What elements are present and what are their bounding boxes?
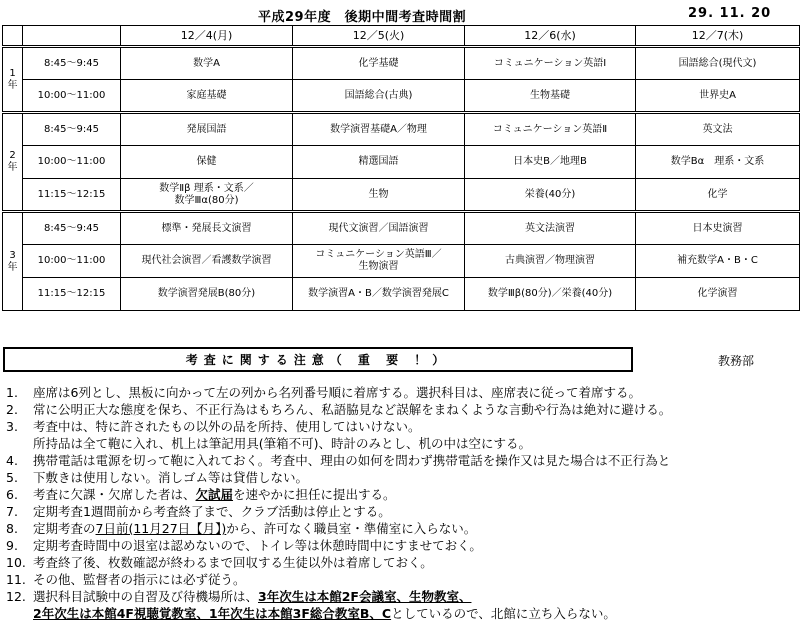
exam-cell: 英文法演習 [465,212,636,245]
rule-text: 定期考査の [33,521,96,536]
exam-cell [293,245,465,278]
rule-item [6,401,803,418]
rule-number: 6. [6,487,18,502]
exam-cell: 国語総合(現代文) [636,47,800,80]
exam-cell: 英文法 [636,113,800,146]
exam-cell: 日本史演習 [636,212,800,245]
rule-item [6,384,803,401]
rule-number: 1. [6,385,18,400]
exam-cell: 発展国語 [121,113,293,146]
schedule-row [3,245,800,278]
rule-item [6,554,803,571]
period-time: 10:00～11:00 [23,80,121,113]
rule-item [6,537,803,554]
rule-text: その他、監督者の指示には必ず従う。 [33,572,246,587]
rule-text: 常に公明正大な態度を保ち、不正行為はもちろん、私語脇見など誤解をまねくような言動や行為は絶対に避ける。 [33,402,672,417]
page-title: 平成29年度 後期中間考査時間割 [258,10,467,25]
exam-line: 数学Ⅱβ 理系・文系／ [159,182,254,194]
grade-suffix: 年 [7,162,18,173]
exam-cell: 数学A [121,47,293,80]
day-header: 12／6(水) [465,26,636,47]
rule-number: 2. [6,402,18,417]
rule-number: 5. [6,470,18,485]
rule-item [6,418,803,435]
rule-text: 2年次生は本館4F視聴覚教室、1年次生は本館3F総合教室B、C [33,606,392,621]
exam-cell: 国語総合(古典) [293,80,465,113]
page-header [0,6,803,24]
schedule-row [3,146,800,179]
grade-suffix: 年 [7,261,18,273]
rule-item [6,435,803,452]
exam-cell: 生物 [293,179,465,212]
rule-text: を速やかに担任に提出する。 [233,487,396,502]
rule-text: 定期考査時間中の退室は認めないので、トイレ等は休憩時間中にすませておく。 [33,538,482,553]
rule-text: 考査に欠課・欠席した者は、 [33,487,196,502]
exam-cell: 数学Bα 理系・文系 [636,146,800,179]
grade-label [3,113,23,212]
rule-text: 携帯電話は電源を切って鞄に入れておく。考査中、理由の如何を問わず携帯電話を操作又は見た場合は不正行為と [33,453,671,468]
grade-number: 1 [9,67,16,79]
rule-text: 座席は6列とし、黒板に向かって左の列から名列番号順に着席する。選択科目は、座席表に従って着席する。 [33,385,641,400]
rules-list [6,384,803,622]
period-time: 11:15～12:15 [23,179,121,212]
rule-number: 7. [6,504,18,519]
exam-cell: コミュニケーション英語Ⅰ [465,47,636,80]
exam-cell: 現代社会演習／看護数学演習 [121,245,293,278]
exam-cell: 世界史A [636,80,800,113]
rule-item [6,605,803,622]
exam-cell: 数学Ⅲβ(80分)／栄養(40分) [465,278,636,311]
rule-item [6,588,803,605]
grade-label [3,47,23,113]
period-time: 10:00～11:00 [23,146,121,179]
period-time: 10:00～11:00 [23,245,121,278]
rule-item [6,469,803,486]
exam-cell: 化学演習 [636,278,800,311]
header-time-blank [23,26,121,47]
period-time: 8:45～9:45 [23,113,121,146]
schedule-row [3,179,800,212]
period-time: 11:15～12:15 [23,278,121,311]
exam-cell: 補充数学A・B・C [636,245,800,278]
day-header: 12／7(木) [636,26,800,47]
exam-cell: 精選国語 [293,146,465,179]
rule-number: 10. [6,555,26,570]
schedule-row [3,47,800,80]
rule-number: 12. [6,589,26,604]
rule-item [6,571,803,588]
exam-cell: 栄養(40分) [465,179,636,212]
exam-line: 数学Ⅲα(80分) [174,194,239,206]
rule-number: 11. [6,572,26,587]
exam-line: 生物演習 [358,261,399,272]
period-time: 8:45～9:45 [23,212,121,245]
rule-text: としているので、北館に立ち入らない。 [391,606,616,621]
rule-number: 4. [6,453,18,468]
rule-text: 考査終了後、枚数確認が終わるまで回収する生徒以外は着席しておく。 [33,555,433,570]
exam-cell [121,179,293,212]
exam-cell: 数学演習発展B(80分) [121,278,293,311]
rule-text: 考査中は、特に許されたもの以外の品を所持、使用してはいけない。 [33,419,421,434]
rule-text: 定期考査1週間前から考査終了まで、クラブ活動は停止とする。 [33,504,391,519]
schedule-row [3,113,800,146]
schedule-row [3,278,800,311]
exam-cell: 古典演習／物理演習 [465,245,636,278]
exam-cell: 日本史B／地理B [465,146,636,179]
period-time: 8:45～9:45 [23,47,121,80]
exam-cell: 数学演習A・B／数学演習発展C [293,278,465,311]
rule-item [6,503,803,520]
exam-cell: 化学基礎 [293,47,465,80]
grade-label [3,212,23,311]
exam-cell: 標準・発展長文演習 [121,212,293,245]
rule-number: 8. [6,521,18,536]
grade-suffix: 年 [7,79,18,91]
exam-cell: 数学演習基礎A／物理 [293,113,465,146]
exam-line: コミュニケーション英語Ⅲ／ [315,249,442,260]
rule-text: 選択科目試験中の自習及び待機場所は、 [33,589,259,604]
rule-item [6,520,803,537]
exam-cell: 現代文演習／国語演習 [293,212,465,245]
rule-text: 7日前(11月27日【月】) [95,521,227,536]
rule-item [6,486,803,503]
schedule-header-row [3,26,800,47]
notice-heading-box [3,347,633,372]
exam-cell: コミュニケーション英語Ⅱ [465,113,636,146]
header-blank [3,26,23,47]
notice-title: 考査に関する注意（ 重 要 ！） [185,353,451,367]
department-label: 教務部 [718,354,755,368]
rule-text: 所持品は全て鞄に入れ、机上は筆記用具(筆箱不可)、時計のみとし、机の中は空にする。 [33,436,532,451]
grade-number: 3 [9,249,16,261]
rule-number: 9. [6,538,18,553]
exam-cell: 家庭基礎 [121,80,293,113]
rule-number: 3. [6,419,18,434]
schedule-row [3,212,800,245]
issue-date: 29. 11. 20 [688,6,772,21]
exam-schedule-table [2,25,800,311]
rule-item [6,452,803,469]
schedule-row [3,80,800,113]
rule-text: から、許可なく職員室・準備室に入らない。 [226,521,477,536]
grade-number: 2 [9,150,16,161]
rule-text: 欠試届 [195,487,234,502]
rule-text: 3年次生は本館2F会議室、生物教室、 [258,589,472,604]
exam-cell: 化学 [636,179,800,212]
day-header: 12／4(月) [121,26,293,47]
day-header: 12／5(火) [293,26,465,47]
exam-cell: 保健 [121,146,293,179]
exam-cell: 生物基礎 [465,80,636,113]
rule-text: 下敷きは使用しない。消しゴム等は貸借しない。 [33,470,309,485]
